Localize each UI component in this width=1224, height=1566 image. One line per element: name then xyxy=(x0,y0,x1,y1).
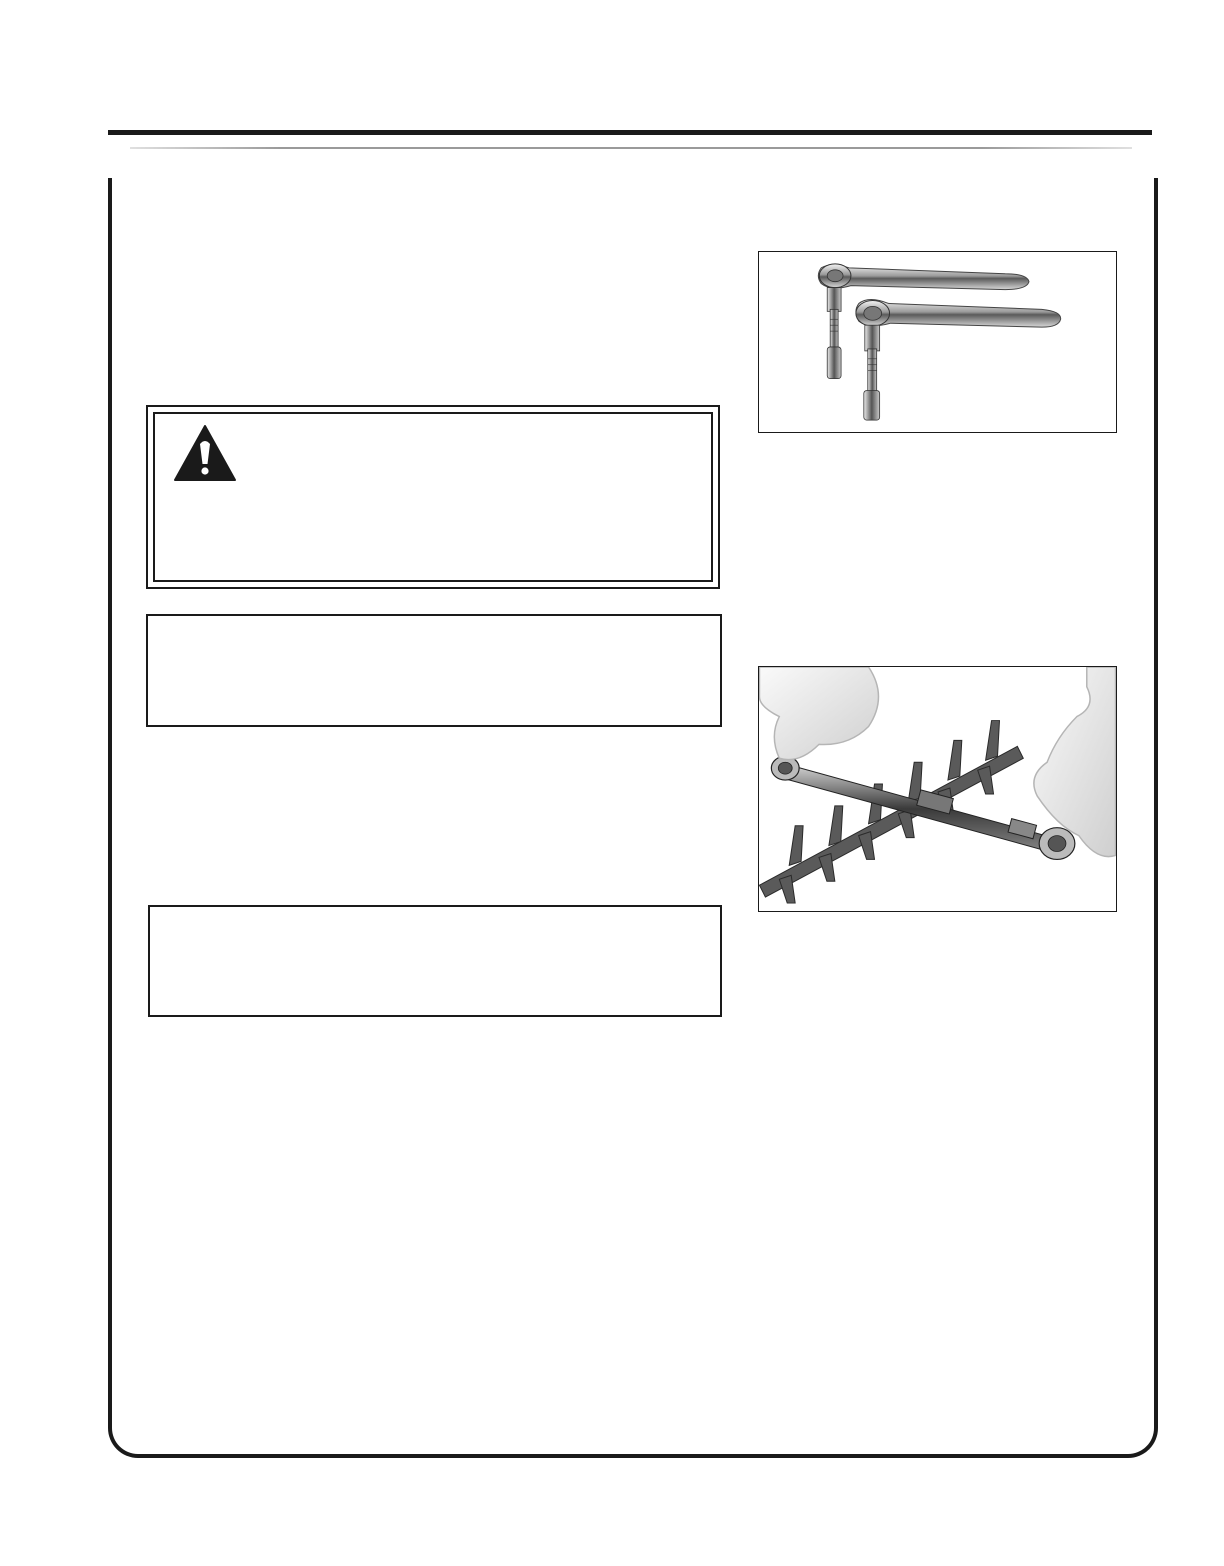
header-subrule xyxy=(130,147,1132,149)
note-box xyxy=(148,905,722,1017)
note-box xyxy=(146,614,722,727)
warning-box xyxy=(146,405,720,589)
warning-box-inner xyxy=(153,412,713,582)
warning-triangle-icon xyxy=(173,424,237,482)
hedge-trimmer-blade-photo xyxy=(758,666,1117,912)
ratchet-wrenches-photo xyxy=(758,251,1117,433)
ratchet-wrench-front xyxy=(856,299,1061,420)
header-rule xyxy=(108,130,1152,135)
